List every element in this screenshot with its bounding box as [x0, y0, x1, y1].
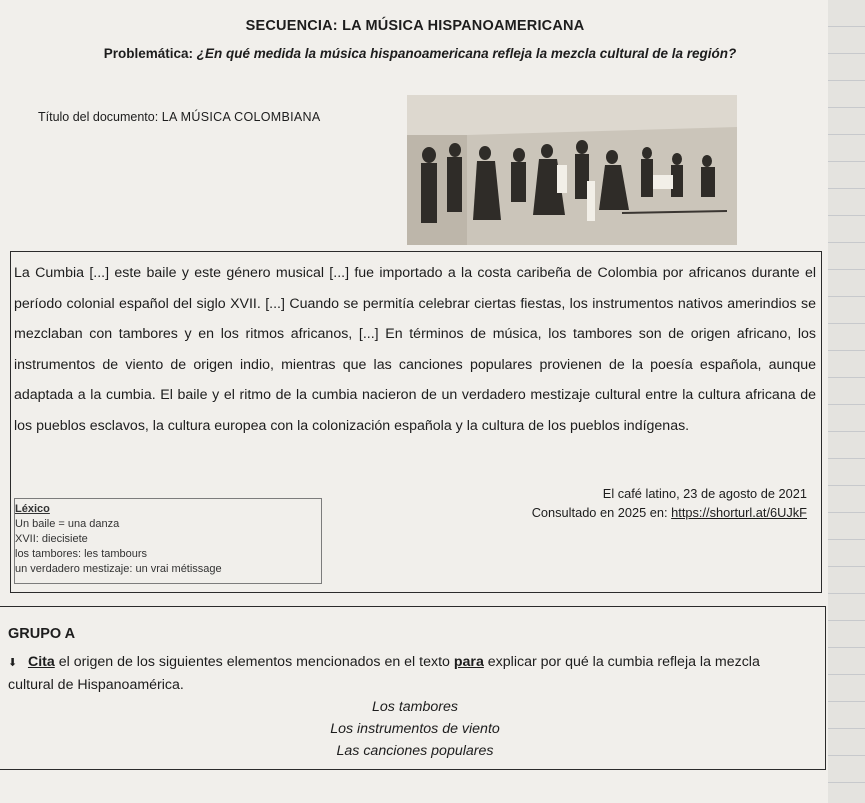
list-item: Las canciones populares — [336, 743, 494, 759]
source-publication: El café latino, 23 de agosto de 2021 — [602, 486, 807, 501]
group-title: GRUPO A — [8, 626, 76, 642]
lexico-heading: Léxico — [15, 503, 50, 515]
lexico-item: un verdadero mestizaje: un vrai métissage — [15, 563, 222, 575]
task-instruction — [8, 651, 808, 696]
source-consulted — [532, 503, 807, 522]
problem-label: Problemática: — [103, 46, 194, 61]
document-title — [38, 110, 321, 124]
task-text-end: explicar por qué la cumbia refleja la mezcla cultural de Hispanoamérica. — [8, 654, 760, 693]
list-item: Los instrumentos de viento — [330, 721, 500, 737]
lexico-box — [14, 498, 322, 584]
notebook-edge — [828, 0, 865, 803]
cumbia-dance-illustration — [407, 95, 737, 245]
list-item: Los tambores — [372, 699, 458, 715]
task-text-middle: el origen de los siguientes elementos mencionados en el texto — [58, 654, 450, 670]
task-para: para — [453, 654, 484, 670]
lexico-item: los tambores: les tambours — [15, 548, 148, 560]
cumbia-text: La Cumbia [...] este baile y este género musical [...] fue importado a la costa caribeña de Colombia por africanos durante el período colonial español del siglo XVII. [...] Cuando se permitía celebrar ciertas fiestas, los instrumentos nativos amerindios se mezclaban con tambores y en los ritmos africanos, [...] En términos de música, los tambores son de origen africano, los instrumentos de viento de origen indio, mientras que las canciones populares provienen de la poesía española, aunque adaptada a la cumbia. El baile y el ritmo de la cumbia nacieron de un verdadero mestizaje cultural entre la cultura africana de los pueblos esclavos, la cultura europea con la colonización española y la cultura de los pueblos indígenas. — [14, 265, 816, 434]
source-consulted-label: Consultado en 2025 en: — [531, 505, 668, 520]
sequence-title: SECUENCIA: LA MÚSICA HISPANOAMERICANA — [245, 18, 585, 34]
problem-question: ¿En qué medida la música hispanoamericana refleja la mezcla cultural de la región? — [196, 46, 737, 61]
task-verb: Cita — [27, 654, 55, 670]
elements-list — [0, 696, 830, 762]
lexico-item: Un baile = una danza — [15, 518, 120, 530]
document-title-value: LA MÚSICA COLOMBIANA — [161, 110, 321, 124]
source-url-link[interactable]: https://shorturl.at/6UJkF — [671, 505, 807, 520]
source-citation — [532, 484, 807, 522]
lexico-item: XVII: diecisiete — [15, 533, 88, 545]
problem-statement — [40, 44, 800, 64]
illustration-drawing — [407, 95, 737, 245]
arrow-down-icon: ⬇ — [8, 657, 18, 669]
document-title-label: Título del documento: — [38, 110, 159, 124]
